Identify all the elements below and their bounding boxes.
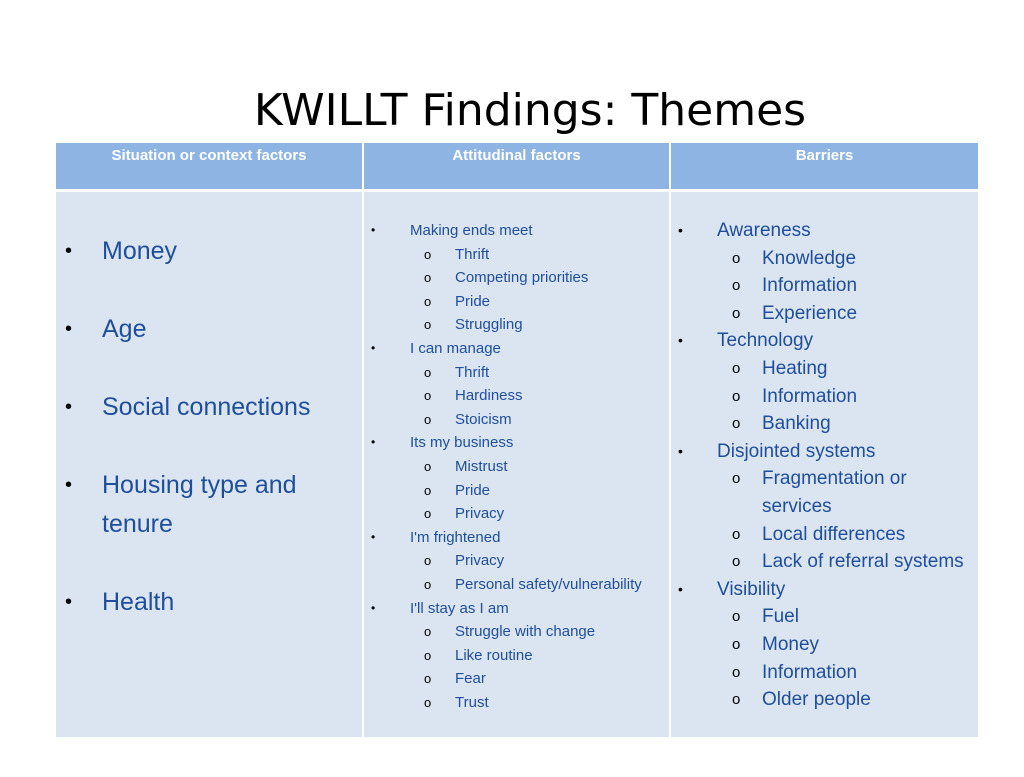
barrier-subitem-label: Money (762, 633, 820, 655)
circle-bullet-icon: o (424, 270, 432, 286)
bullet-icon: • (678, 442, 683, 459)
barrier-subitem (671, 410, 978, 438)
barrier-subitem (671, 355, 978, 383)
circle-bullet-icon: o (424, 694, 432, 710)
barrier-item-label: Technology (717, 330, 814, 352)
barrier-item (671, 327, 978, 355)
attitudinal-item (364, 337, 669, 361)
header-situation: Situation or context factors (56, 143, 363, 191)
barrier-subitem (671, 245, 978, 273)
attitudinal-subitem (364, 502, 669, 526)
barrier-subitem (671, 631, 978, 659)
barrier-subitem-label: Information (762, 275, 858, 297)
attitudinal-subitem (364, 644, 669, 668)
barrier-subitem-label: Banking (762, 413, 831, 435)
attitudinal-item-label: I'll stay as I am (410, 599, 509, 617)
attitudinal-subitem-label: Pride (455, 292, 491, 310)
bullet-icon: • (678, 580, 683, 597)
barriers-list (671, 192, 978, 762)
bullet-icon: • (371, 529, 376, 544)
circle-bullet-icon: o (732, 249, 741, 267)
body-row (56, 191, 978, 738)
circle-bullet-icon: o (424, 317, 432, 333)
barrier-subitem (671, 659, 978, 687)
attitudinal-subitem-label: Stoicism (455, 410, 512, 428)
header-barriers: Barriers (670, 143, 978, 191)
barrier-item-label: Visibility (717, 578, 786, 600)
header-attitudinal: Attitudinal factors (363, 143, 670, 191)
bullet-icon: • (678, 222, 683, 238)
attitudinal-subitem-label: Competing priorities (455, 269, 589, 287)
barrier-subitem (671, 603, 978, 631)
situation-list (56, 232, 362, 622)
attitudinal-subitem (364, 361, 669, 385)
barrier-subitem-label: Knowledge (762, 247, 857, 269)
bullet-icon: • (65, 396, 73, 418)
attitudinal-subitem (364, 479, 669, 503)
barrier-subitem (671, 300, 978, 328)
barrier-subitem (671, 686, 978, 714)
attitudinal-subitem-label: Personal safety/vulnerability (455, 575, 642, 593)
attitudinal-item-label: I'm frightened (410, 528, 501, 546)
attitudinal-subitem-label: Struggle with change (455, 623, 596, 641)
barrier-subitem-label: Fragmentation or services (762, 468, 907, 517)
circle-bullet-icon: o (424, 671, 432, 687)
circle-bullet-icon: o (732, 277, 741, 295)
attitudinal-subitem (364, 573, 669, 597)
attitudinal-item (364, 431, 669, 455)
barrier-subitem (671, 272, 978, 300)
circle-bullet-icon: o (424, 411, 432, 427)
attitudinal-subitem (364, 620, 669, 644)
attitudinal-subitem (364, 667, 669, 691)
attitudinal-subitem (364, 266, 669, 290)
attitudinal-subitem (364, 408, 669, 432)
barrier-subitem-label: Information (762, 385, 858, 407)
circle-bullet-icon: o (424, 458, 432, 474)
attitudinal-list (364, 192, 669, 764)
attitudinal-item (364, 597, 669, 621)
situation-item-label: Money (102, 237, 178, 265)
barrier-item (671, 217, 978, 245)
barrier-item (671, 438, 978, 466)
attitudinal-subitem (364, 549, 669, 573)
attitudinal-subitem (364, 384, 669, 408)
attitudinal-subitem-label: Thrift (455, 363, 490, 381)
attitudinal-subitem-label: Privacy (455, 552, 505, 570)
barrier-subitem (671, 465, 978, 520)
bullet-icon: • (371, 340, 376, 355)
situation-item (56, 232, 362, 271)
attitudinal-item-label: Its my business (410, 434, 514, 452)
barrier-subitem-label: Local differences (762, 523, 906, 545)
bullet-icon: • (678, 332, 683, 349)
situation-item-label: Age (102, 315, 147, 343)
attitudinal-subitem-label: Hardiness (455, 387, 523, 405)
barrier-subitem (671, 548, 978, 576)
barrier-subitem (671, 521, 978, 549)
circle-bullet-icon: o (732, 691, 741, 709)
situation-item (56, 466, 362, 544)
barrier-subitem-label: Older people (762, 689, 871, 711)
situation-item (56, 310, 362, 349)
bullet-icon: • (65, 240, 73, 262)
situation-item-label: Housing type and tenure (102, 471, 297, 538)
slide-title: KWILLT Findings: Themes (253, 85, 807, 136)
attitudinal-subitem (364, 313, 669, 337)
circle-bullet-icon: o (732, 553, 741, 571)
bullet-icon: • (65, 474, 73, 496)
bullet-icon: • (65, 591, 73, 613)
header-row (56, 143, 978, 191)
circle-bullet-icon: o (732, 387, 741, 405)
situation-item (56, 583, 362, 622)
circle-bullet-icon: o (424, 506, 432, 522)
circle-bullet-icon: o (424, 388, 432, 404)
attitudinal-cell (363, 191, 670, 738)
situation-cell (56, 191, 363, 738)
bullet-icon: • (371, 223, 376, 237)
bullet-icon: • (371, 435, 376, 450)
barrier-subitem-label: Heating (762, 357, 828, 379)
barrier-subitem-label: Experience (762, 302, 858, 324)
attitudinal-subitem-label: Like routine (455, 646, 533, 664)
circle-bullet-icon: o (424, 246, 432, 262)
themes-table (56, 143, 978, 737)
attitudinal-subitem-label: Pride (455, 481, 491, 499)
attitudinal-subitem-label: Fear (455, 670, 486, 688)
circle-bullet-icon: o (732, 415, 741, 433)
circle-bullet-icon: o (424, 293, 432, 309)
attitudinal-subitem-label: Thrift (455, 245, 490, 263)
attitudinal-item (364, 219, 669, 243)
bullet-icon: • (65, 318, 73, 340)
bullet-icon: • (371, 600, 376, 615)
barrier-item (671, 576, 978, 604)
attitudinal-subitem-label: Struggling (455, 316, 523, 334)
attitudinal-subitem (364, 691, 669, 715)
barrier-item-label: Awareness (717, 220, 811, 241)
circle-bullet-icon: o (732, 608, 741, 626)
situation-item-label: Social connections (102, 393, 311, 421)
circle-bullet-icon: o (424, 364, 432, 380)
barrier-subitem-label: Lack of referral systems (762, 551, 964, 573)
circle-bullet-icon: o (424, 553, 432, 569)
circle-bullet-icon: o (732, 635, 741, 653)
barrier-subitem-label: Information (762, 661, 858, 683)
circle-bullet-icon: o (732, 359, 741, 377)
attitudinal-subitem (364, 243, 669, 267)
circle-bullet-icon: o (732, 304, 741, 322)
barrier-item-label: Disjointed systems (717, 440, 876, 462)
attitudinal-subitem-label: Privacy (455, 505, 505, 523)
barrier-subitem-label: Fuel (762, 606, 799, 628)
attitudinal-item (364, 526, 669, 550)
barriers-cell (670, 191, 978, 738)
situation-item (56, 388, 362, 427)
barrier-subitem (671, 383, 978, 411)
attitudinal-subitem-label: Mistrust (455, 457, 508, 475)
circle-bullet-icon: o (732, 525, 741, 543)
circle-bullet-icon: o (424, 624, 432, 640)
attitudinal-item-label: Making ends meet (410, 222, 533, 239)
circle-bullet-icon: o (732, 663, 741, 681)
attitudinal-subitem (364, 290, 669, 314)
circle-bullet-icon: o (424, 576, 432, 592)
attitudinal-item-label: I can manage (410, 339, 501, 357)
attitudinal-subitem-label: Trust (455, 693, 489, 711)
circle-bullet-icon: o (424, 482, 432, 498)
circle-bullet-icon: o (732, 470, 741, 488)
situation-item-label: Health (102, 588, 175, 616)
circle-bullet-icon: o (424, 647, 432, 663)
attitudinal-subitem (364, 455, 669, 479)
